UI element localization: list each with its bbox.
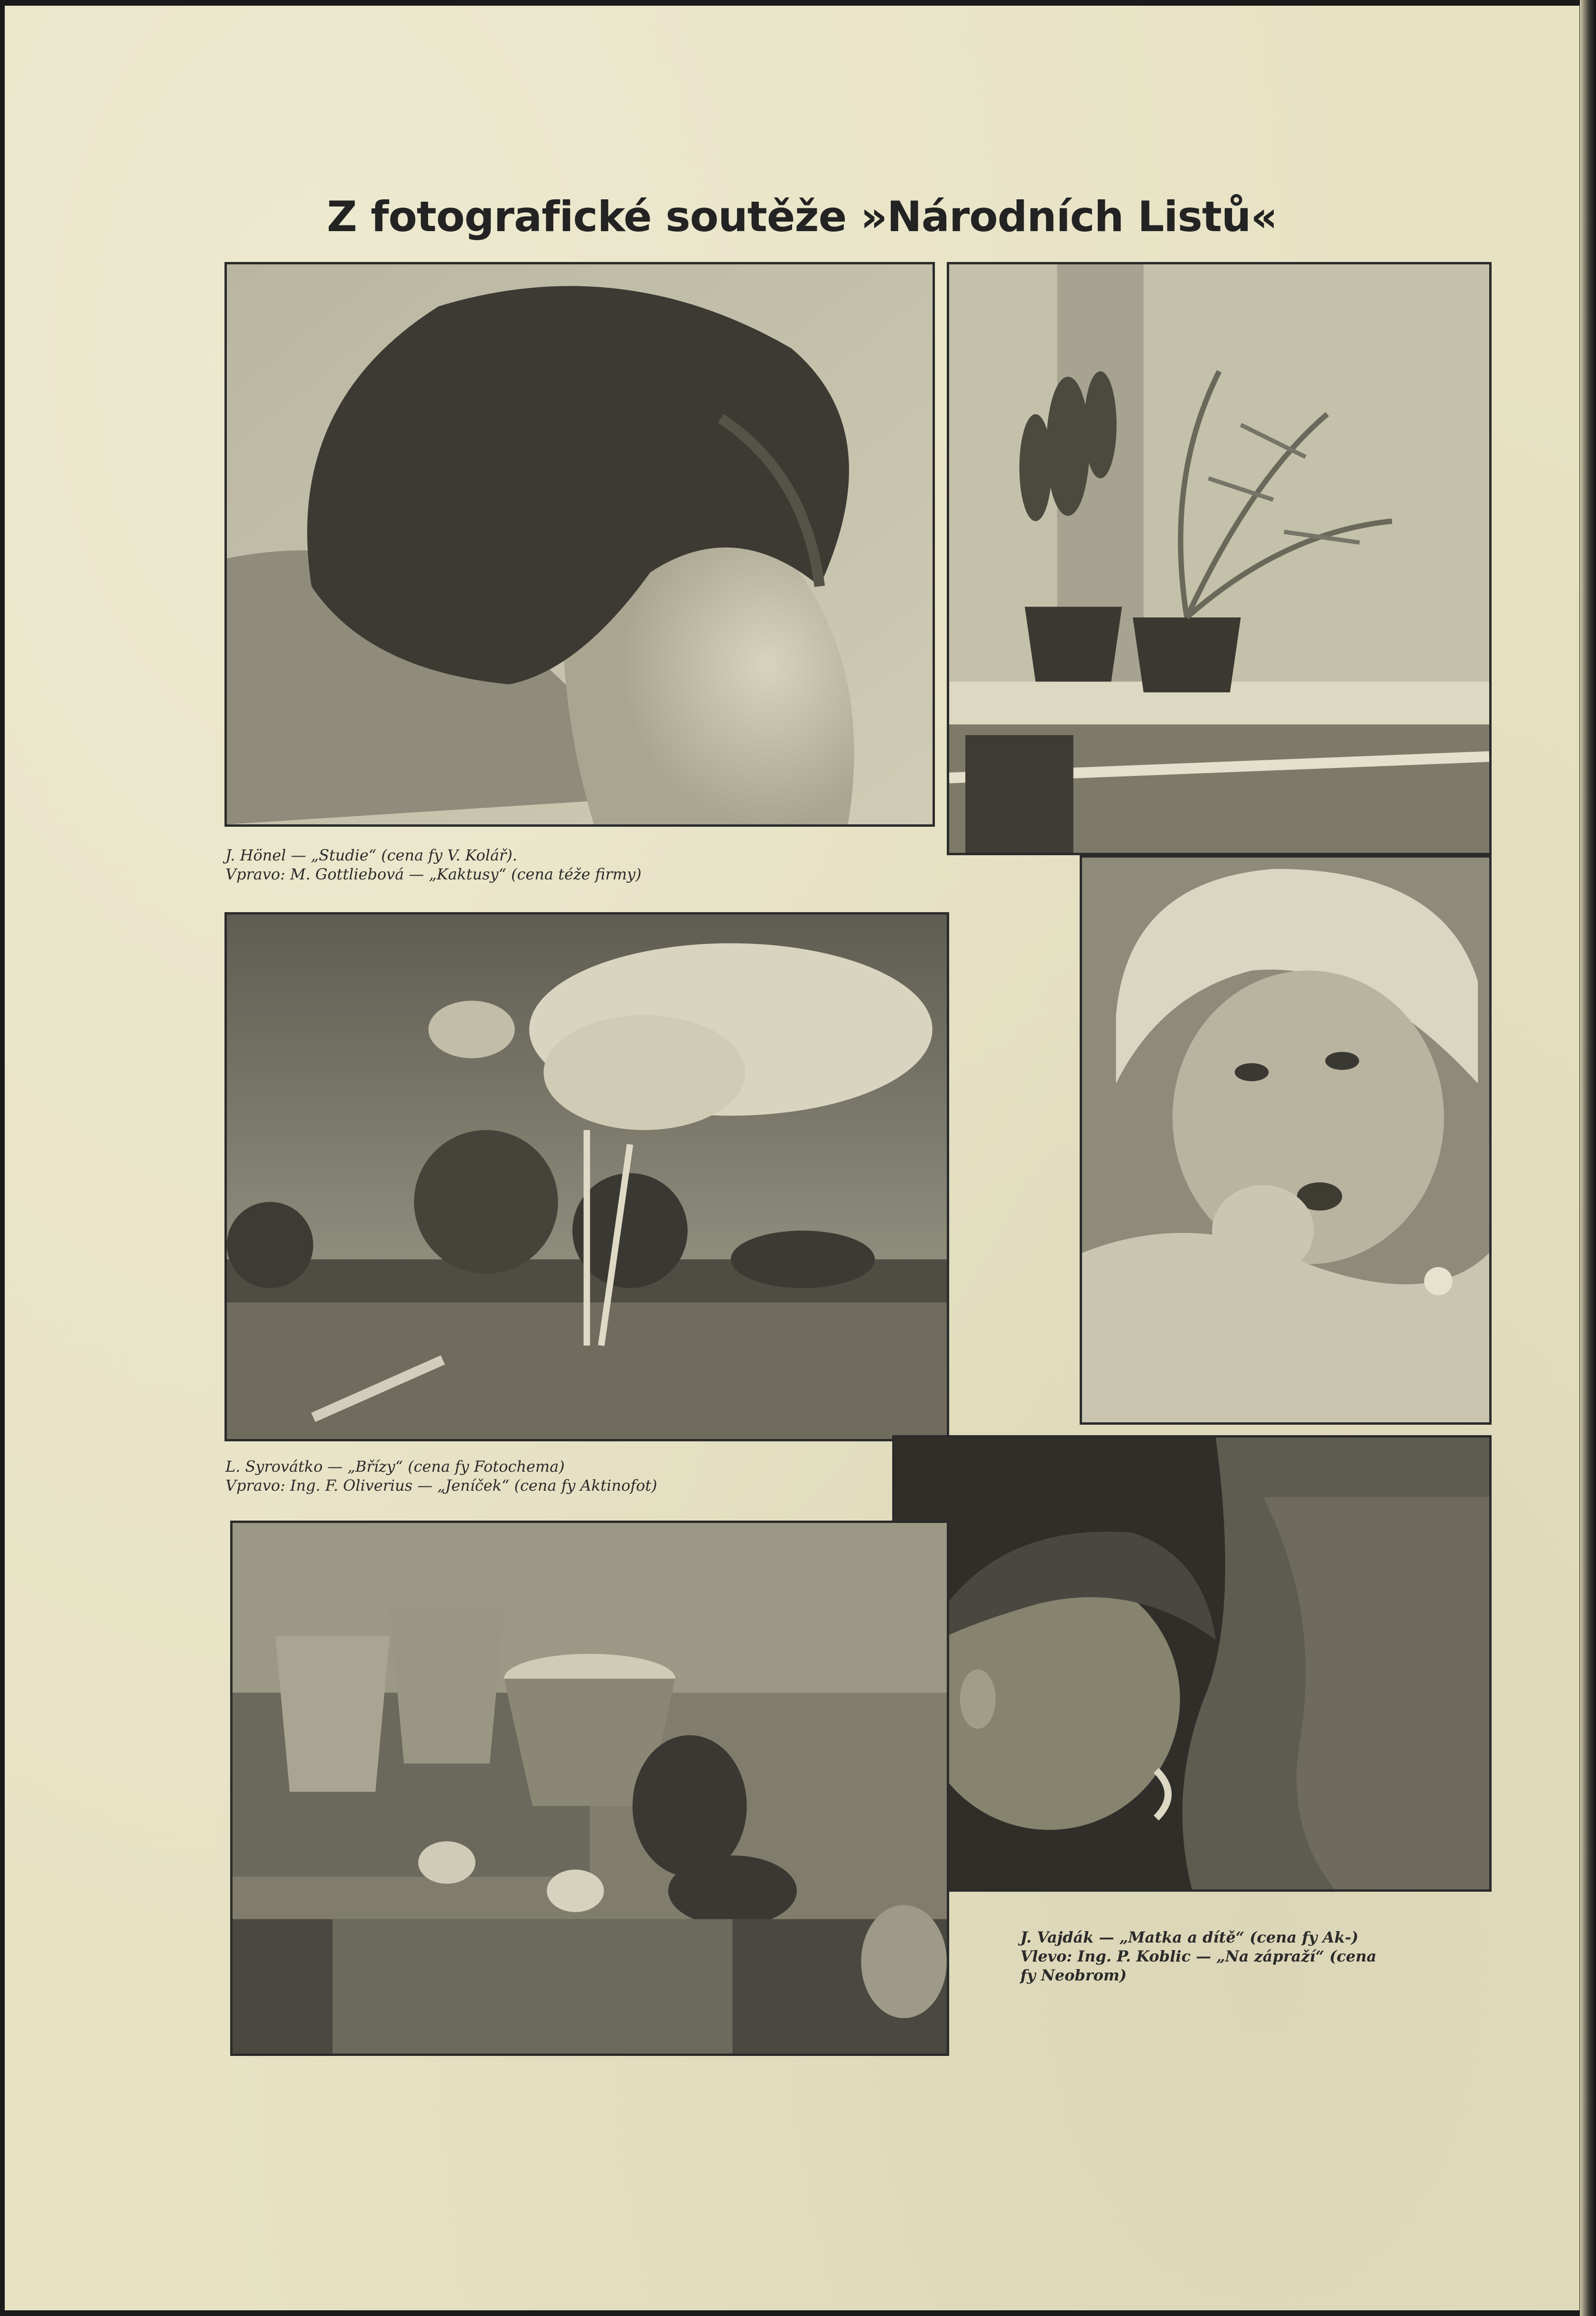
caption-bottom (1020, 1928, 1376, 1985)
photo-na-zaprazi (230, 1521, 949, 2056)
photo-kaktusy-image (949, 264, 1489, 853)
page-fold-edge (1580, 0, 1596, 2316)
newspaper-page (5, 6, 1579, 2310)
caption-top-line-2: Vpravo: M. Gottliebová — „Kaktusy“ (cena téže firmy) (225, 865, 642, 883)
photo-studie (224, 262, 935, 827)
caption-middle (225, 1457, 657, 1495)
caption-bottom-line-1: J. Vajdák — „Matka a dítě“ (cena fy Ak‑) (1020, 1928, 1359, 1946)
caption-top (225, 846, 642, 884)
photo-jenicek (1080, 855, 1492, 1425)
caption-bottom-line-2: Vlevo: Ing. P. Koblic — „Na zápraží“ (cena (1020, 1947, 1377, 1965)
caption-middle-line-1: L. Syrovátko — „Břízy“ (cena fy Fotochema) (225, 1457, 565, 1476)
photo-matka-image (895, 1438, 1489, 1889)
photo-zaprazi-image (233, 1523, 947, 2054)
photo-studie-image (227, 264, 933, 824)
photo-jenicek-image (1082, 858, 1489, 1422)
caption-middle-line-2: Vpravo: Ing. F. Oliverius — „Jeníček“ (cena fy Aktinofot) (225, 1476, 657, 1494)
photo-brizy (224, 912, 949, 1441)
caption-top-line-1: J. Hönel — „Studie“ (cena fy V. Kolář). (225, 846, 517, 864)
photo-kaktusy (947, 262, 1492, 855)
photo-matka-a-dite (892, 1435, 1492, 1892)
photo-brizy-image (227, 915, 947, 1439)
caption-bottom-line-3: fy Neobrom) (1020, 1966, 1127, 1984)
page-title: Z fotografické soutěže »Národních Listů« (327, 192, 1278, 241)
